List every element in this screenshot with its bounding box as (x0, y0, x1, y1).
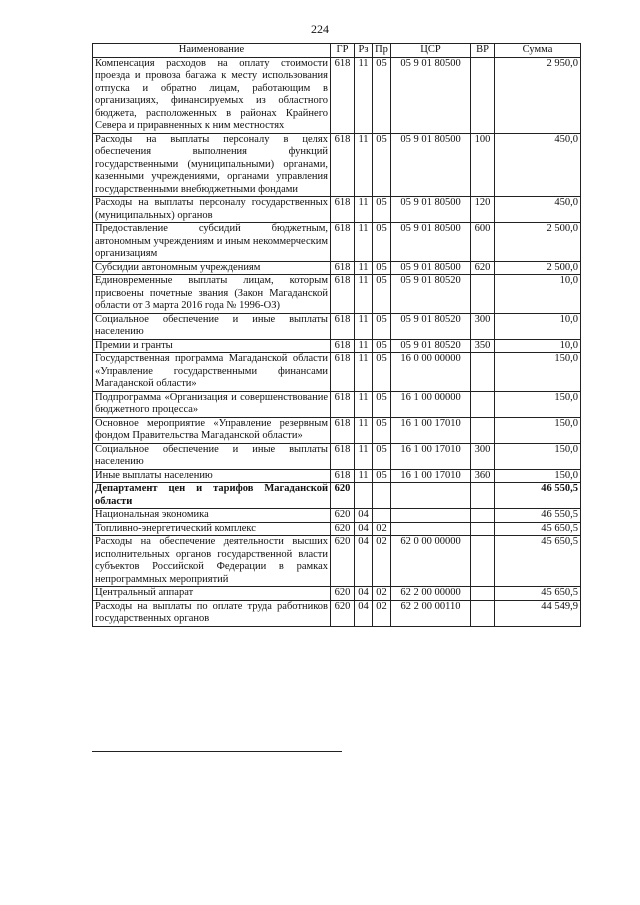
cell-name: Топливно-энергетический комплекс (93, 522, 331, 536)
cell-csr: 05 9 01 80500 (391, 261, 471, 275)
cell-vr: 600 (471, 223, 495, 262)
cell-rz: 04 (355, 600, 373, 626)
cell-sum: 46 550,5 (495, 509, 581, 523)
header-pr: Пр (373, 44, 391, 58)
page-number: 224 (311, 22, 329, 36)
cell-gr: 618 (331, 339, 355, 353)
cell-csr: 16 1 00 17010 (391, 443, 471, 469)
cell-vr (471, 536, 495, 587)
cell-sum: 150,0 (495, 469, 581, 483)
cell-vr: 300 (471, 313, 495, 339)
cell-pr: 05 (373, 469, 391, 483)
cell-gr: 620 (331, 536, 355, 587)
cell-gr: 618 (331, 261, 355, 275)
cell-csr: 05 9 01 80500 (391, 223, 471, 262)
table-row (93, 313, 581, 339)
cell-vr (471, 587, 495, 601)
table-row (93, 261, 581, 275)
cell-csr: 16 1 00 17010 (391, 417, 471, 443)
cell-name: Премии и гранты (93, 339, 331, 353)
table-row (93, 469, 581, 483)
cell-name: Субсидии автономным учреждениям (93, 261, 331, 275)
table-row (93, 339, 581, 353)
cell-csr (391, 483, 471, 509)
cell-rz: 11 (355, 223, 373, 262)
cell-sum: 10,0 (495, 339, 581, 353)
cell-rz: 11 (355, 197, 373, 223)
cell-rz: 11 (355, 417, 373, 443)
cell-pr: 05 (373, 339, 391, 353)
cell-name: Центральный аппарат (93, 587, 331, 601)
cell-sum: 45 650,5 (495, 536, 581, 587)
header-csr: ЦСР (391, 44, 471, 58)
table-row (93, 536, 581, 587)
table-row (93, 417, 581, 443)
cell-sum: 45 650,5 (495, 522, 581, 536)
cell-name: Основное мероприятие «Управление резервным фондом Правительства Магаданской области» (93, 417, 331, 443)
header-vr: ВР (471, 44, 495, 58)
cell-pr: 02 (373, 522, 391, 536)
cell-csr: 05 9 01 80500 (391, 57, 471, 133)
cell-sum: 450,0 (495, 133, 581, 197)
cell-sum: 45 650,5 (495, 587, 581, 601)
cell-name: Расходы на выплаты по оплате труда работников государственных органов (93, 600, 331, 626)
cell-vr: 620 (471, 261, 495, 275)
cell-name: Единовременные выплаты лицам, которым присвоены почетные звания (Закон Магаданской области от 3 марта 2016 года № 1996-ОЗ) (93, 275, 331, 314)
cell-rz: 11 (355, 57, 373, 133)
cell-pr: 05 (373, 313, 391, 339)
cell-csr: 16 1 00 00000 (391, 391, 471, 417)
cell-name: Государственная программа Магаданской области «Управление государственными финансами Магаданской области» (93, 353, 331, 392)
table-header-row (93, 44, 581, 58)
cell-gr: 618 (331, 353, 355, 392)
cell-sum: 150,0 (495, 391, 581, 417)
cell-rz: 11 (355, 275, 373, 314)
cell-name: Компенсация расходов на оплату стоимости проезда и провоза багажа к месту использования отпуска и обратно лицам, работающим в организациях, финансируемых из областного бюджета, расположенных в районах Крайнего Севера и приравненных к ним местностях (93, 57, 331, 133)
cell-pr: 05 (373, 391, 391, 417)
cell-rz: 04 (355, 536, 373, 587)
table-row (93, 223, 581, 262)
cell-csr: 05 9 01 80500 (391, 197, 471, 223)
cell-gr: 618 (331, 223, 355, 262)
cell-sum: 46 550,5 (495, 483, 581, 509)
table-body (93, 57, 581, 626)
cell-gr: 620 (331, 483, 355, 509)
cell-vr (471, 509, 495, 523)
table-row (93, 275, 581, 314)
cell-csr: 05 9 01 80500 (391, 133, 471, 197)
cell-csr: 05 9 01 80520 (391, 275, 471, 314)
cell-rz: 11 (355, 391, 373, 417)
cell-pr: 05 (373, 133, 391, 197)
cell-name: Иные выплаты населению (93, 469, 331, 483)
table-row (93, 391, 581, 417)
cell-sum: 2 500,0 (495, 223, 581, 262)
cell-gr: 620 (331, 587, 355, 601)
cell-name: Национальная экономика (93, 509, 331, 523)
cell-pr (373, 483, 391, 509)
cell-gr: 620 (331, 600, 355, 626)
cell-vr (471, 483, 495, 509)
cell-vr (471, 353, 495, 392)
cell-csr: 62 2 00 00110 (391, 600, 471, 626)
cell-pr: 02 (373, 536, 391, 587)
table-row (93, 133, 581, 197)
cell-rz: 11 (355, 339, 373, 353)
cell-csr: 62 2 00 00000 (391, 587, 471, 601)
cell-pr: 05 (373, 443, 391, 469)
cell-name: Расходы на выплаты персоналу государственных (муниципальных) органов (93, 197, 331, 223)
cell-csr (391, 509, 471, 523)
cell-rz: 11 (355, 443, 373, 469)
header-gr: ГР (331, 44, 355, 58)
cell-sum: 450,0 (495, 197, 581, 223)
table-row (93, 483, 581, 509)
cell-rz: 04 (355, 587, 373, 601)
cell-csr: 05 9 01 80520 (391, 339, 471, 353)
table-row (93, 587, 581, 601)
cell-rz: 11 (355, 469, 373, 483)
cell-sum: 2 500,0 (495, 261, 581, 275)
cell-name: Социальное обеспечение и иные выплаты населению (93, 443, 331, 469)
cell-gr: 618 (331, 391, 355, 417)
table-row (93, 353, 581, 392)
cell-rz: 11 (355, 353, 373, 392)
cell-pr: 05 (373, 353, 391, 392)
cell-name: Подпрограмма «Организация и совершенствование бюджетного процесса» (93, 391, 331, 417)
cell-gr: 618 (331, 275, 355, 314)
cell-pr: 05 (373, 417, 391, 443)
cell-name: Предоставление субсидий бюджетным, автономным учреждениям и иным некоммерческим организациям (93, 223, 331, 262)
cell-gr: 618 (331, 133, 355, 197)
table-row (93, 522, 581, 536)
cell-vr (471, 275, 495, 314)
table-row (93, 197, 581, 223)
cell-pr: 05 (373, 275, 391, 314)
cell-sum: 150,0 (495, 353, 581, 392)
table-row (93, 443, 581, 469)
cell-vr (471, 600, 495, 626)
header-sum: Сумма (495, 44, 581, 58)
cell-sum: 10,0 (495, 275, 581, 314)
cell-vr: 100 (471, 133, 495, 197)
cell-csr (391, 522, 471, 536)
cell-rz: 11 (355, 133, 373, 197)
cell-gr: 618 (331, 443, 355, 469)
cell-rz: 04 (355, 522, 373, 536)
cell-csr: 62 0 00 00000 (391, 536, 471, 587)
header-rz: Рз (355, 44, 373, 58)
cell-gr: 618 (331, 57, 355, 133)
cell-name: Департамент цен и тарифов Магаданской области (93, 483, 331, 509)
cell-pr: 05 (373, 57, 391, 133)
cell-gr: 620 (331, 522, 355, 536)
cell-vr (471, 391, 495, 417)
cell-gr: 618 (331, 197, 355, 223)
cell-gr: 618 (331, 417, 355, 443)
cell-rz (355, 483, 373, 509)
cell-sum: 10,0 (495, 313, 581, 339)
cell-pr: 05 (373, 197, 391, 223)
cell-vr: 120 (471, 197, 495, 223)
cell-csr: 16 0 00 00000 (391, 353, 471, 392)
cell-name: Расходы на обеспечение деятельности высших исполнительных органов государственной власти субъектов Российской Федерации в рамках непрограммных мероприятий (93, 536, 331, 587)
table-row (93, 509, 581, 523)
cell-rz: 11 (355, 261, 373, 275)
cell-pr: 05 (373, 223, 391, 262)
cell-gr: 620 (331, 509, 355, 523)
cell-pr: 02 (373, 587, 391, 601)
cell-pr (373, 509, 391, 523)
cell-vr: 300 (471, 443, 495, 469)
cell-vr (471, 417, 495, 443)
budget-table (92, 43, 581, 627)
cell-name: Социальное обеспечение и иные выплаты населению (93, 313, 331, 339)
cell-gr: 618 (331, 313, 355, 339)
cell-pr: 02 (373, 600, 391, 626)
table-row (93, 600, 581, 626)
cell-sum: 150,0 (495, 443, 581, 469)
cell-rz: 11 (355, 313, 373, 339)
cell-pr: 05 (373, 261, 391, 275)
cell-vr (471, 522, 495, 536)
cell-sum: 150,0 (495, 417, 581, 443)
cell-rz: 04 (355, 509, 373, 523)
table-row (93, 57, 581, 133)
footnote-rule (92, 751, 342, 752)
cell-sum: 2 950,0 (495, 57, 581, 133)
cell-vr (471, 57, 495, 133)
cell-name: Расходы на выплаты персоналу в целях обеспечения выполнения функций государственными (муниципальными) органами, казенными учреждениями, органами управления государственными внебюджетными фондами (93, 133, 331, 197)
cell-csr: 05 9 01 80520 (391, 313, 471, 339)
cell-gr: 618 (331, 469, 355, 483)
cell-sum: 44 549,9 (495, 600, 581, 626)
cell-vr: 350 (471, 339, 495, 353)
cell-vr: 360 (471, 469, 495, 483)
cell-csr: 16 1 00 17010 (391, 469, 471, 483)
header-name: Наименование (93, 44, 331, 58)
